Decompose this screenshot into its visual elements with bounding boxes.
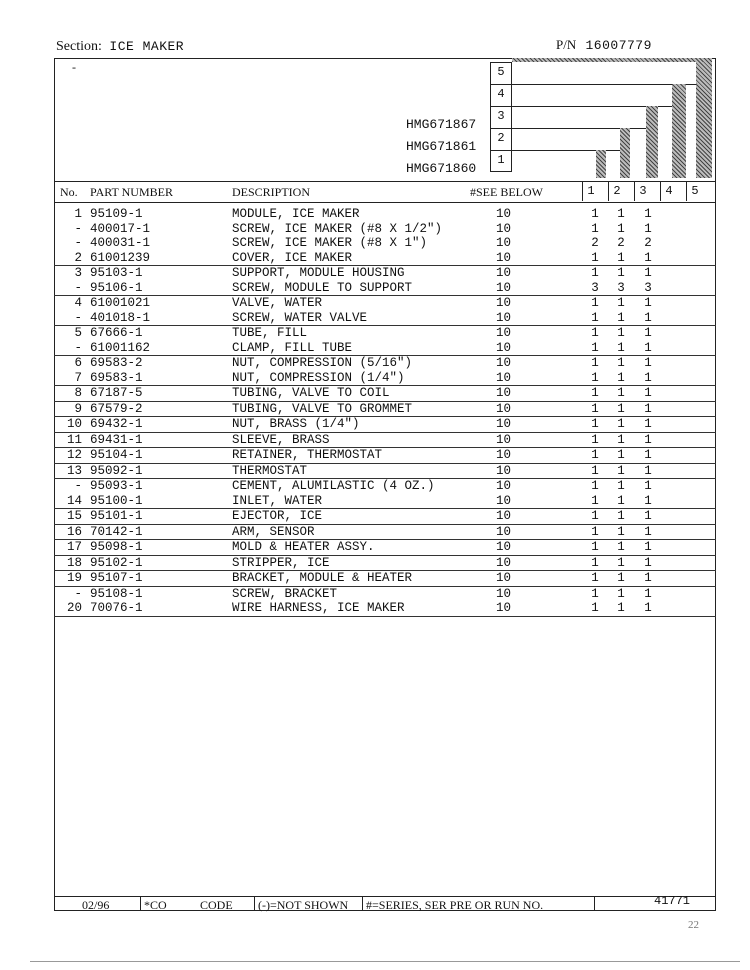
row-see-below: 10 [496, 370, 512, 385]
row-description: MODULE, ICE MAKER [232, 207, 360, 221]
row-qty-2: 1 [617, 221, 625, 236]
row-qty-2: 1 [617, 524, 625, 539]
row-item-no: 11 [66, 432, 82, 447]
row-qty-1: 1 [591, 296, 599, 310]
row-see-below: 10 [496, 555, 512, 570]
row-part-number: 401018-1 [90, 310, 151, 325]
row-see-below: 10 [496, 601, 512, 615]
row-qty-2: 1 [617, 540, 625, 554]
table-row [54, 341, 716, 357]
header-see-below: #SEE BELOW [470, 185, 543, 199]
row-part-number: 95107-1 [90, 571, 143, 585]
row-item-no: - [74, 310, 82, 325]
row-see-below: 10 [496, 417, 512, 431]
table-row [54, 525, 716, 541]
row-part-number: 69432-1 [90, 417, 143, 431]
row-see-below: 10 [496, 356, 512, 370]
row-qty-3: 1 [644, 310, 652, 325]
row-qty-2: 1 [617, 448, 625, 462]
corner-dash: - [72, 60, 76, 74]
pn-label: P/N [556, 37, 577, 52]
row-see-below: 10 [496, 479, 512, 493]
row-description: CLAMP, FILL TUBE [232, 340, 353, 355]
row-qty-1: 1 [591, 448, 599, 462]
row-qty-3: 1 [644, 356, 652, 370]
row-description: TUBE, FILL [232, 326, 308, 340]
corner-mark: 22 [688, 919, 699, 931]
table-row [54, 236, 716, 251]
row-item-no: 1 [74, 207, 82, 221]
row-part-number: 95102-1 [90, 555, 143, 570]
row-see-below: 10 [496, 586, 512, 601]
parts-table [54, 207, 716, 617]
row-qty-3: 1 [644, 493, 652, 508]
row-item-no: - [74, 221, 82, 236]
row-qty-1: 1 [591, 417, 599, 431]
section-value: ICE MAKER [109, 39, 185, 54]
row-part-number: 95103-1 [90, 266, 143, 280]
row-qty-3: 1 [644, 555, 652, 570]
footer-not-shown: (-)=NOT SHOWN [258, 898, 349, 912]
row-qty-2: 1 [617, 296, 625, 310]
row-description: RETAINER, THERMOSTAT [232, 448, 383, 462]
row-qty-1: 1 [591, 266, 599, 280]
row-qty-2: 1 [617, 463, 625, 478]
row-qty-1: 1 [591, 555, 599, 570]
row-see-below: 10 [496, 310, 512, 325]
row-item-no: 18 [66, 555, 82, 570]
row-part-number: 400031-1 [90, 236, 151, 250]
column-number-1: 1 [497, 153, 505, 167]
row-qty-2: 1 [617, 401, 625, 416]
row-item-no: - [74, 586, 82, 601]
row-qty-2: 1 [617, 555, 625, 570]
row-qty-2: 1 [617, 509, 625, 523]
row-qty-2: 1 [617, 207, 625, 221]
row-description: TUBING, VALVE TO COIL [232, 386, 390, 400]
row-qty-3: 1 [644, 401, 652, 416]
header-col-2: 2 [608, 182, 625, 201]
row-see-below: 10 [496, 207, 512, 221]
row-qty-1: 1 [591, 540, 599, 554]
row-item-no: 12 [66, 448, 82, 462]
row-item-no: 6 [74, 356, 82, 370]
shade-col-2 [620, 128, 630, 178]
row-qty-1: 1 [591, 326, 599, 340]
row-item-no: - [74, 236, 82, 250]
row-description: MOLD & HEATER ASSY. [232, 540, 375, 554]
row-qty-1: 1 [591, 586, 599, 601]
header-part-number: PART NUMBER [90, 185, 173, 199]
header-col-4: 4 [660, 182, 677, 201]
row-item-no: 3 [74, 266, 82, 280]
row-qty-1: 1 [591, 356, 599, 370]
table-row [54, 540, 716, 556]
row-see-below: 10 [496, 540, 512, 554]
row-description: TUBING, VALVE TO GROMMET [232, 401, 413, 416]
row-item-no: 5 [74, 326, 82, 340]
row-item-no: 15 [66, 509, 82, 523]
table-row [54, 448, 716, 464]
row-item-no: 7 [74, 370, 82, 385]
row-item-no: - [74, 479, 82, 493]
column-number-5: 5 [497, 65, 505, 79]
row-item-no: 16 [66, 524, 82, 539]
row-part-number: 95100-1 [90, 493, 143, 508]
table-row [54, 494, 716, 510]
row-description: SCREW, ICE MAKER (#8 X 1") [232, 236, 428, 250]
row-qty-3: 1 [644, 509, 652, 523]
row-qty-3: 3 [644, 280, 652, 295]
table-row [54, 509, 716, 525]
table-row [54, 386, 716, 402]
pn-value: 16007779 [585, 38, 652, 53]
row-part-number: 95104-1 [90, 448, 143, 462]
table-header [54, 181, 716, 203]
row-part-number: 67579-2 [90, 401, 143, 416]
row-qty-3: 1 [644, 448, 652, 462]
row-see-below: 10 [496, 571, 512, 585]
row-qty-2: 1 [617, 266, 625, 280]
row-part-number: 95106-1 [90, 280, 143, 295]
row-part-number: 95108-1 [90, 586, 143, 601]
row-qty-2: 1 [617, 601, 625, 615]
row-qty-2: 1 [617, 370, 625, 385]
header-col-1: 1 [582, 182, 599, 201]
row-qty-1: 1 [591, 207, 599, 221]
model-1: HMG671867 [406, 117, 477, 132]
column-number-3: 3 [497, 109, 505, 123]
table-row [54, 207, 716, 222]
row-see-below: 10 [496, 296, 512, 310]
row-part-number: 67666-1 [90, 326, 143, 340]
row-see-below: 10 [496, 524, 512, 539]
row-qty-1: 3 [591, 280, 599, 295]
row-qty-3: 1 [644, 250, 652, 265]
row-part-number: 69431-1 [90, 432, 143, 447]
footer-date: 02/96 [82, 898, 110, 912]
row-description: VALVE, WATER [232, 296, 323, 310]
row-qty-2: 1 [617, 493, 625, 508]
row-qty-1: 1 [591, 509, 599, 523]
row-qty-1: 1 [591, 310, 599, 325]
footer-doc-number: 41771 [654, 894, 691, 908]
row-part-number: 61001239 [90, 250, 151, 265]
row-qty-3: 1 [644, 266, 652, 280]
row-qty-1: 1 [591, 463, 599, 478]
row-qty-3: 1 [644, 386, 652, 400]
row-qty-3: 2 [644, 236, 652, 250]
row-see-below: 10 [496, 221, 512, 236]
row-qty-2: 1 [617, 586, 625, 601]
row-item-no: 19 [66, 571, 82, 585]
row-description: NUT, BRASS (1/4") [232, 417, 360, 431]
ladder-line-5 [490, 84, 696, 85]
row-qty-3: 1 [644, 601, 652, 615]
row-qty-2: 3 [617, 280, 625, 295]
row-qty-1: 1 [591, 250, 599, 265]
table-row [54, 479, 716, 494]
row-qty-1: 1 [591, 571, 599, 585]
row-see-below: 10 [496, 448, 512, 462]
row-description: BRACKET, MODULE & HEATER [232, 571, 413, 585]
row-part-number: 400017-1 [90, 221, 151, 236]
row-qty-2: 2 [617, 236, 625, 250]
row-qty-3: 1 [644, 432, 652, 447]
header-col-3: 3 [634, 182, 651, 201]
row-see-below: 10 [496, 509, 512, 523]
row-qty-3: 1 [644, 571, 652, 585]
row-part-number: 70076-1 [90, 601, 143, 615]
table-row [54, 417, 716, 433]
row-qty-1: 1 [591, 401, 599, 416]
row-qty-3: 1 [644, 479, 652, 493]
row-qty-3: 1 [644, 417, 652, 431]
table-row [54, 587, 716, 602]
row-description: CEMENT, ALUMILASTIC (4 OZ.) [232, 479, 435, 493]
bottom-rule [30, 961, 740, 962]
row-qty-3: 1 [644, 463, 652, 478]
row-qty-3: 1 [644, 296, 652, 310]
header-col-5: 5 [686, 182, 703, 201]
table-row [54, 326, 716, 341]
row-part-number: 95101-1 [90, 509, 143, 523]
row-qty-1: 1 [591, 479, 599, 493]
row-part-number: 69583-2 [90, 356, 143, 370]
row-description: SCREW, ICE MAKER (#8 X 1/2") [232, 221, 443, 236]
row-description: SCREW, MODULE TO SUPPORT [232, 280, 413, 295]
table-row [54, 556, 716, 572]
row-part-number: 61001162 [90, 340, 151, 355]
row-qty-2: 1 [617, 432, 625, 447]
row-qty-3: 1 [644, 524, 652, 539]
row-description: NUT, COMPRESSION (5/16") [232, 356, 413, 370]
row-description: SCREW, WATER VALVE [232, 310, 368, 325]
row-qty-3: 1 [644, 207, 652, 221]
table-row [54, 356, 716, 371]
row-qty-2: 1 [617, 326, 625, 340]
shade-col-5 [696, 62, 712, 178]
ladder-line-4 [490, 106, 672, 107]
row-part-number: 69583-1 [90, 370, 143, 385]
row-description: COVER, ICE MAKER [232, 250, 353, 265]
row-part-number: 95109-1 [90, 207, 143, 221]
row-qty-2: 1 [617, 250, 625, 265]
row-qty-2: 1 [617, 571, 625, 585]
row-see-below: 10 [496, 401, 512, 416]
shade-col-1 [596, 150, 606, 178]
row-item-no: 20 [66, 601, 82, 615]
table-row [54, 281, 716, 297]
row-part-number: 95098-1 [90, 540, 143, 554]
part-number-header [556, 37, 652, 53]
table-row [54, 571, 716, 587]
row-description: EJECTOR, ICE [232, 509, 323, 523]
shade-col-4 [672, 84, 686, 178]
row-description: WIRE HARNESS, ICE MAKER [232, 601, 405, 615]
row-item-no: - [74, 280, 82, 295]
row-qty-1: 1 [591, 432, 599, 447]
row-see-below: 10 [496, 340, 512, 355]
row-qty-2: 1 [617, 356, 625, 370]
row-qty-3: 1 [644, 370, 652, 385]
section-label-text: Section: [56, 39, 102, 54]
row-qty-1: 1 [591, 370, 599, 385]
table-row [54, 266, 716, 281]
table-row [54, 311, 716, 327]
model-2: HMG671861 [406, 139, 477, 154]
row-description: SUPPORT, MODULE HOUSING [232, 266, 405, 280]
row-qty-2: 1 [617, 386, 625, 400]
row-item-no: 8 [74, 386, 82, 400]
footer-co: *CO [144, 898, 167, 912]
footer-code: CODE [200, 898, 233, 912]
row-item-no: 14 [66, 493, 82, 508]
table-row [54, 433, 716, 449]
row-qty-1: 1 [591, 601, 599, 615]
model-3: HMG671860 [406, 161, 477, 176]
row-qty-3: 1 [644, 221, 652, 236]
row-part-number: 95092-1 [90, 463, 143, 478]
row-item-no: 17 [66, 540, 82, 554]
row-qty-1: 2 [591, 236, 599, 250]
row-qty-1: 1 [591, 493, 599, 508]
row-part-number: 70142-1 [90, 524, 143, 539]
header-description: DESCRIPTION [232, 185, 311, 199]
row-qty-2: 1 [617, 310, 625, 325]
row-see-below: 10 [496, 236, 512, 250]
table-row [54, 222, 716, 237]
row-item-no: 2 [74, 250, 82, 265]
row-see-below: 10 [496, 386, 512, 400]
row-qty-3: 1 [644, 540, 652, 554]
table-row [54, 251, 716, 267]
row-description: SCREW, BRACKET [232, 586, 338, 601]
row-see-below: 10 [496, 493, 512, 508]
row-see-below: 10 [496, 432, 512, 447]
table-row [54, 296, 716, 311]
shade-top [512, 58, 712, 62]
row-description: STRIPPER, ICE [232, 555, 330, 570]
row-item-no: - [74, 340, 82, 355]
row-description: INLET, WATER [232, 493, 323, 508]
header-no: No. [60, 185, 78, 199]
table-row [54, 402, 716, 418]
row-item-no: 10 [66, 417, 82, 431]
row-qty-2: 1 [617, 479, 625, 493]
row-qty-1: 1 [591, 221, 599, 236]
row-see-below: 10 [496, 463, 512, 478]
row-part-number: 95093-1 [90, 479, 143, 493]
row-item-no: 13 [66, 463, 82, 478]
column-number-4: 4 [497, 87, 505, 101]
row-see-below: 10 [496, 250, 512, 265]
footer-series-note: #=SERIES, SER PRE OR RUN NO. [366, 898, 544, 912]
row-see-below: 10 [496, 266, 512, 280]
row-description: SLEEVE, BRASS [232, 432, 330, 447]
row-qty-1: 1 [591, 386, 599, 400]
shade-col-3 [646, 106, 658, 178]
row-qty-1: 1 [591, 524, 599, 539]
row-description: NUT, COMPRESSION (1/4") [232, 370, 405, 385]
section-label [56, 39, 184, 55]
row-item-no: 4 [74, 296, 82, 310]
table-row [54, 464, 716, 480]
row-see-below: 10 [496, 280, 512, 295]
table-row [54, 601, 716, 617]
row-see-below: 10 [496, 326, 512, 340]
footer-bar [54, 896, 716, 912]
row-qty-3: 1 [644, 586, 652, 601]
row-part-number: 67187-5 [90, 386, 143, 400]
row-description: THERMOSTAT [232, 463, 308, 478]
row-qty-3: 1 [644, 326, 652, 340]
row-description: ARM, SENSOR [232, 524, 315, 539]
row-part-number: 61001021 [90, 296, 151, 310]
column-number-2: 2 [497, 131, 505, 145]
row-qty-2: 1 [617, 417, 625, 431]
table-row [54, 371, 716, 387]
row-item-no: 9 [74, 401, 82, 416]
row-qty-1: 1 [591, 340, 599, 355]
row-qty-2: 1 [617, 340, 625, 355]
row-qty-3: 1 [644, 340, 652, 355]
